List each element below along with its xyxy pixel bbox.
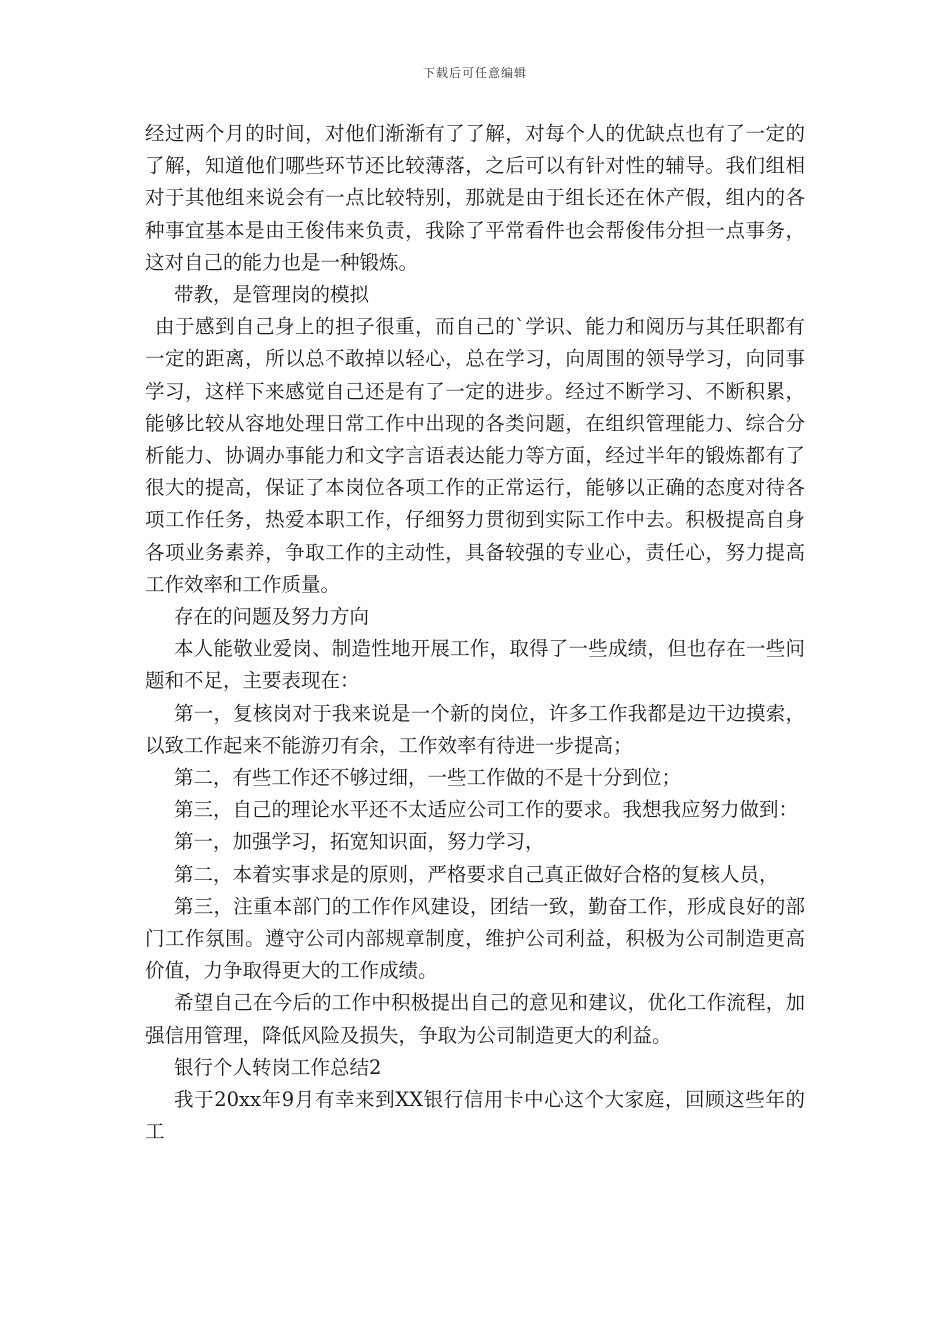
paragraph-12: 希望自己在今后的工作中积极提出自己的意见和建议，优化工作流程，加强信用管理，降低风险及损失，争取为公司制造更大的利益。 (145, 991, 805, 1047)
paragraph-5: 本人能敬业爱岗、制造性地开展工作，取得了一些成绩，但也存在一些问题和不足，主要表现在： (145, 637, 805, 693)
section-heading-problems: 存在的问题及努力方向 (174, 605, 370, 629)
paragraph-1: 经过两个月的时间，对他们渐渐有了了解，对每个人的优缺点也有了一定的了解，知道他们哪些环节还比较薄落，之后可以有针对性的辅导。我们组相对于其他组来说会有一点比较特别，那就是由于组长还在休产假，组内的各种事宜基本是由王俊伟来负责，我除了平常看件也会帮俊伟分担一点事务，这对自己的能力也是一种锻炼。 (145, 122, 805, 274)
paragraph-7: 第二，有些工作还不够过细，一些工作做的不是十分到位； (174, 766, 682, 790)
section-heading-summary-2: 银行个人转岗工作总结2 (174, 1055, 382, 1079)
document-body (145, 118, 805, 1149)
paragraph-9: 第一，加强学习，拓宽知识面，努力学习， (174, 830, 545, 854)
paragraph-3: 由于感到自己身上的担子很重，而自己的`学识、能力和阅历与其任职都有一定的距离，所以总不敢掉以轻心，总在学习，向周围的领导学习，向同事学习，这样下来感觉自己还是有了一定的进步。经过不断学习、不断积累，能够比较从容地处理日常工作中出现的各类问题，在组织管理能力、综合分析能力、协调办事能力和文字言语表达能力等方面，经过半年的锻炼都有了很大的提高，保证了本岗位各项工作的正常运行，能够以正确的态度对待各项工作任务，热爱本职工作，仔细努力贯彻到实际工作中去。积极提高自身各项业务素养，争取工作的主动性，具备较强的专业心，责任心，努力提高工作效率和工作质量。 (145, 315, 805, 596)
paragraph-10: 第二，本着实事求是的原则，严格要求自己真正做好合格的复核人员， (174, 862, 779, 886)
page-header-note: 下载后可任意编辑 (422, 66, 527, 80)
section-heading-mentoring: 带教，是管理岗的模拟 (174, 283, 370, 307)
paragraph-6: 第一，复核岗对于我来说是一个新的岗位，许多工作我都是边干边摸索，以致工作起来不能游刃有余，工作效率有待进一步提高； (145, 701, 805, 757)
paragraph-11: 第三，注重本部门的工作作风建设，团结一致，勤奋工作，形成良好的部门工作氛围。遵守公司内部规章制度，维护公司利益，积极为公司制造更高价值，力争取得更大的工作成绩。 (145, 894, 805, 983)
paragraph-14: 我于20xx年9月有幸来到XX银行信用卡中心这个大家庭，回顾这些年的工 (145, 1088, 805, 1144)
paragraph-8: 第三，自己的理论水平还不太适应公司工作的要求。我想我应努力做到： (174, 798, 799, 822)
